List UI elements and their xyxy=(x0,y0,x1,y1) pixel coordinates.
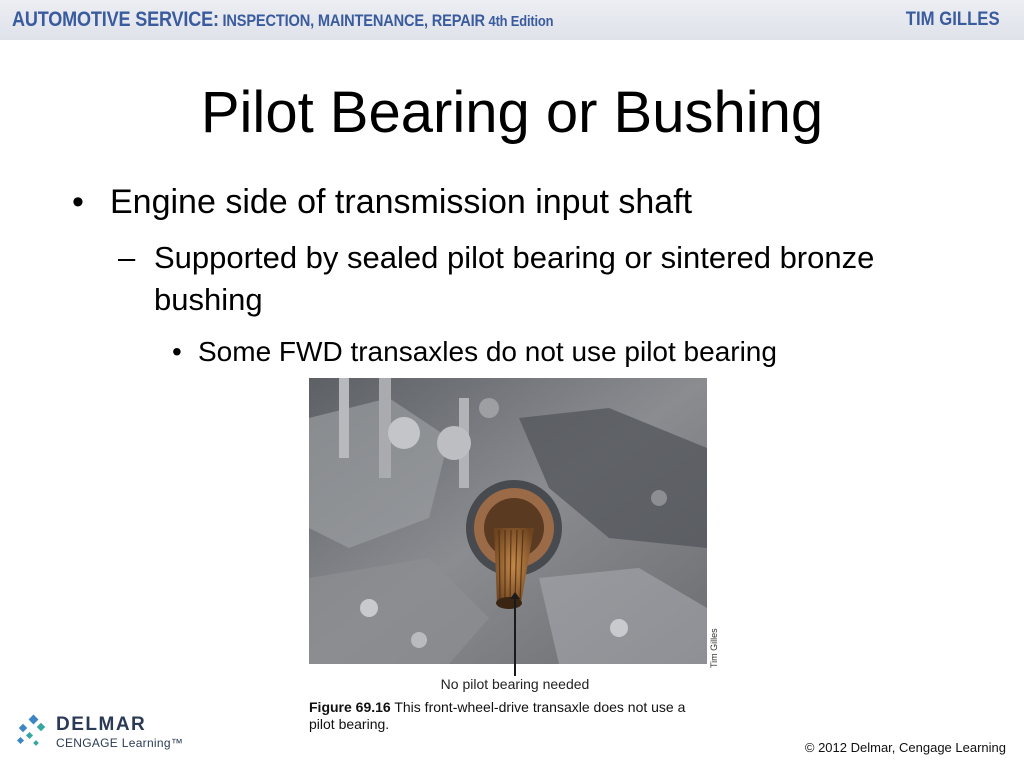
slide-title: Pilot Bearing or Bushing xyxy=(200,80,824,145)
bullet-level-1 xyxy=(72,182,692,222)
bullet-level-1-text: Engine side of transmission input shaft xyxy=(110,183,693,221)
callout-arrow-icon xyxy=(510,592,520,599)
bullet-marker: • xyxy=(72,183,84,221)
trademark-symbol: ™ xyxy=(170,736,184,750)
bullet-level-3 xyxy=(172,334,777,370)
figure-number: Figure 69.16 xyxy=(309,699,391,715)
copyright-notice: © 2012 Delmar, Cengage Learning xyxy=(804,740,1006,755)
delmar-logo-icon xyxy=(16,714,52,750)
photo-credit: Tim Gilles xyxy=(709,628,719,668)
logo-subtitle xyxy=(56,736,183,750)
transaxle-photo xyxy=(309,378,707,664)
bullet-marker-small: • xyxy=(172,336,182,367)
logo-wordmark: DELMAR xyxy=(56,714,147,735)
book-title-main: AUTOMOTIVE SERVICE: xyxy=(12,8,219,31)
bullet-level-3-text: Some FWD transaxles do not use pilot bearing xyxy=(198,336,777,367)
callout-line xyxy=(514,596,516,676)
book-edition: 4th Edition xyxy=(488,13,554,30)
book-title-sub: INSPECTION, MAINTENANCE, REPAIR xyxy=(222,11,485,30)
callout-label: No pilot bearing needed xyxy=(440,676,590,692)
figure-caption xyxy=(309,699,699,733)
bullet-level-2-text: Supported by sealed pilot bearing or sintered bronze bushing xyxy=(154,240,875,317)
book-title xyxy=(12,8,553,32)
dash-marker: – xyxy=(118,240,136,275)
logo-subtitle-text: CENGAGE Learning xyxy=(56,736,171,750)
bullet-level-2 xyxy=(118,237,918,321)
figure-caption-text: This front-wheel-drive transaxle does not use a pilot bearing. xyxy=(309,699,686,732)
author-name: TIM GILLES xyxy=(906,9,1000,30)
